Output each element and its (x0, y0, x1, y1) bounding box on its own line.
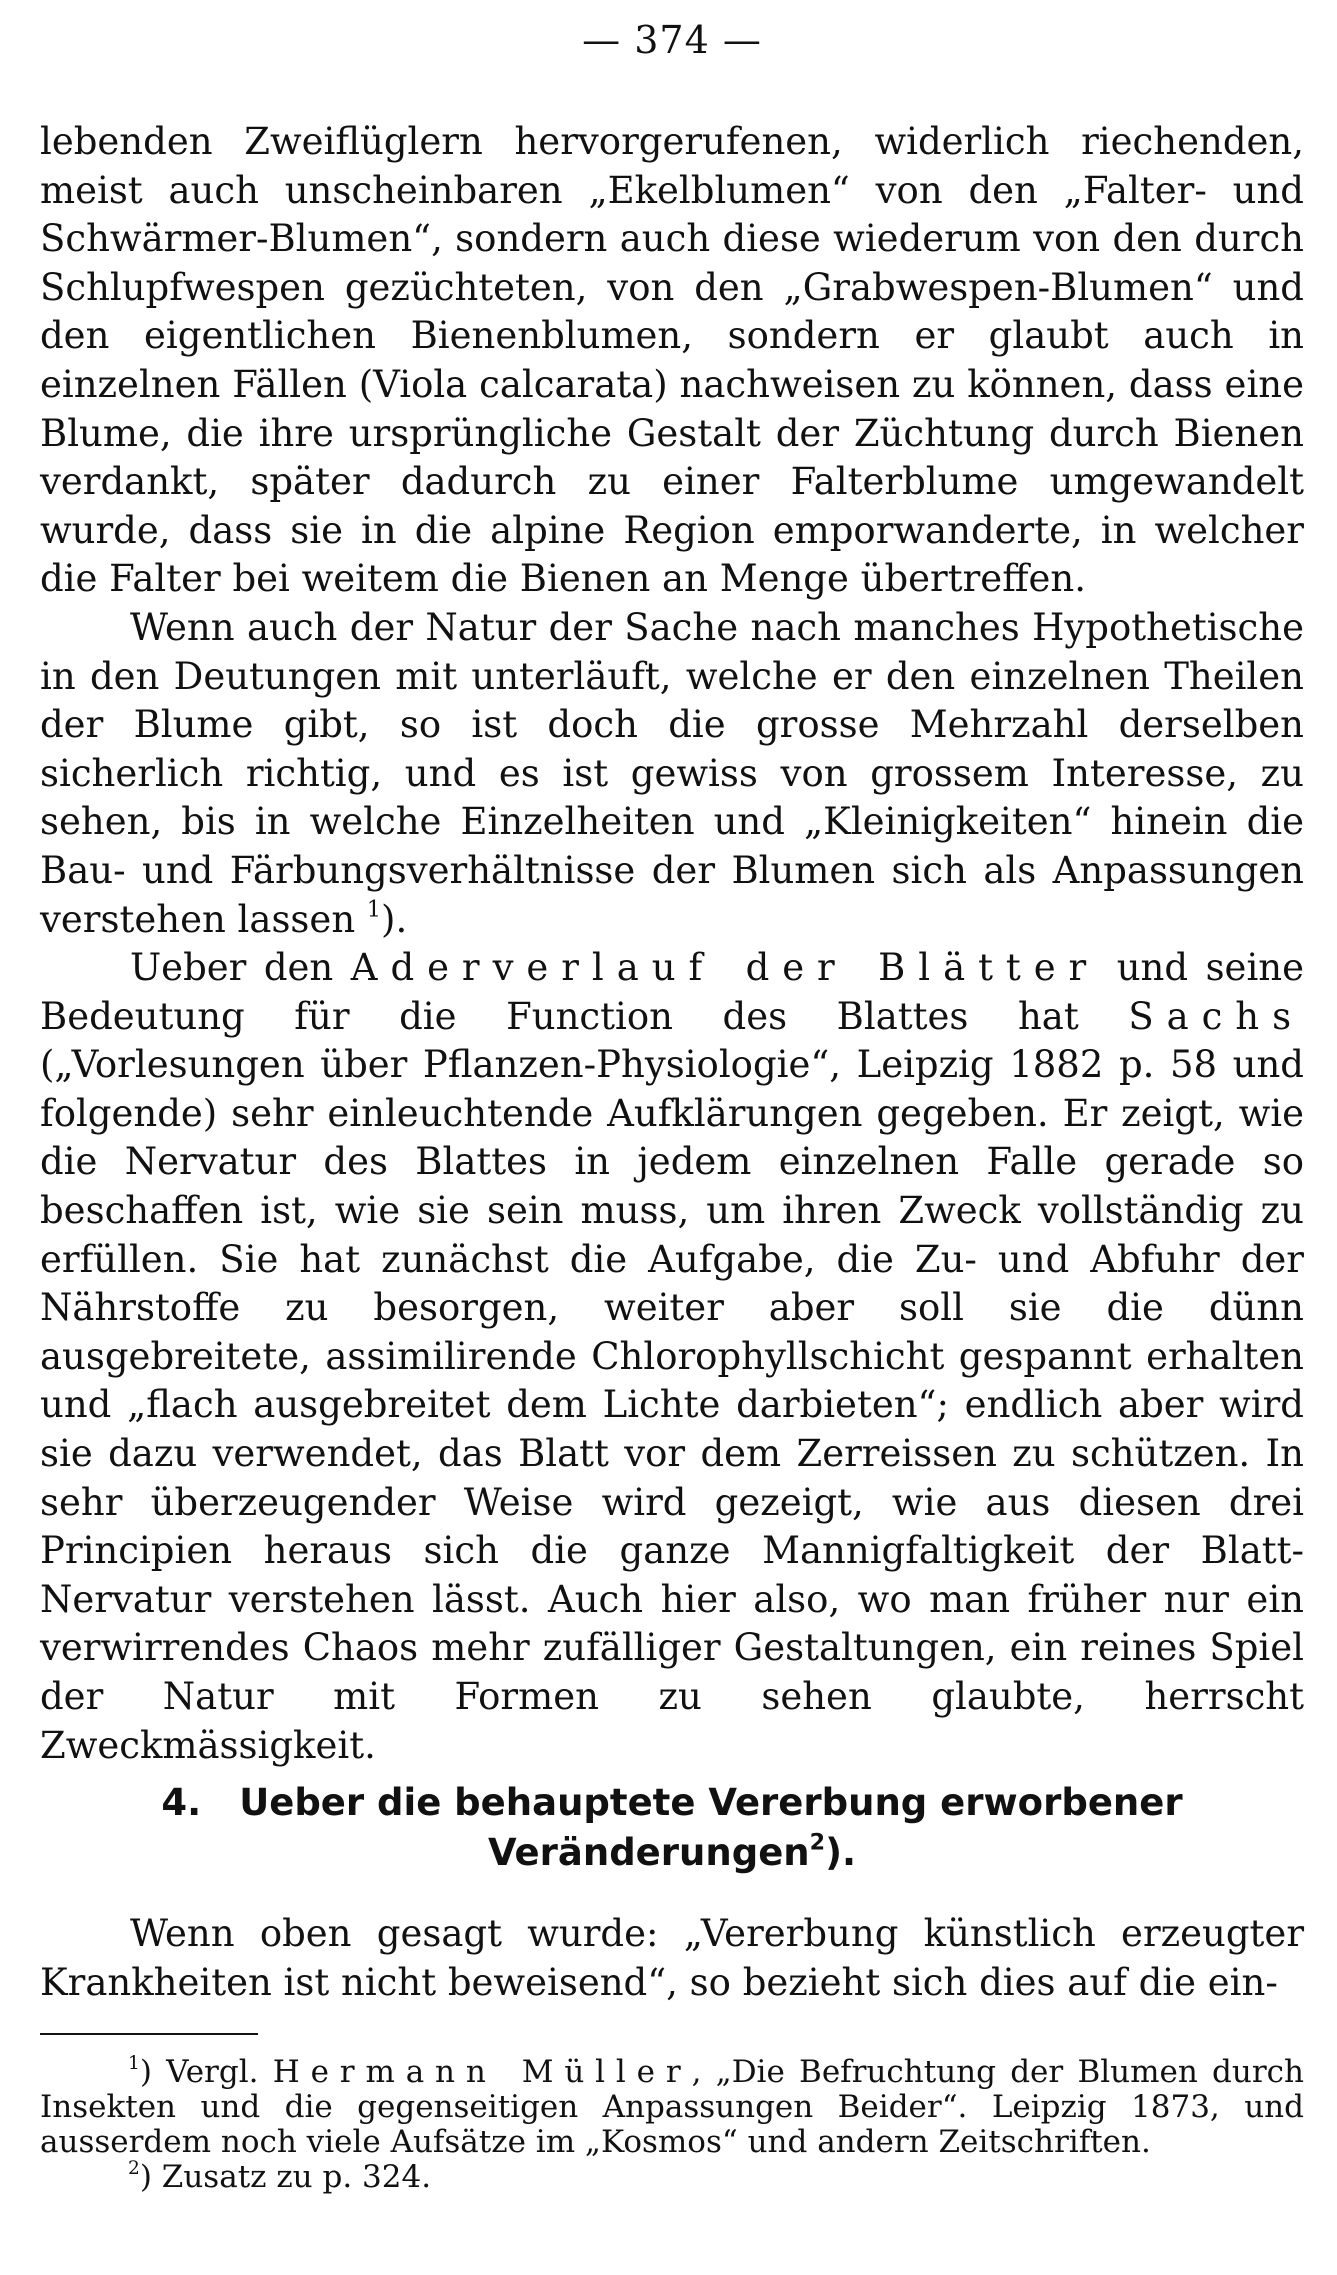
footnote-reference: 1 (366, 895, 382, 922)
footnote (40, 2157, 1304, 2195)
page-number: — 374 — (582, 18, 762, 62)
section-heading-line (40, 1778, 1304, 1828)
section-number: 4. (161, 1781, 202, 1824)
paragraph: lebenden Zweiflüglern hervorgerufenen, widerlich riechenden, meist auch unscheinbaren „Ekelblumen“ von den „Falter- und Schwärmer-Blumen“, sondern auch diese wiederum von den durch Schlupfwespen gezüchteten, von den „Grabwespen-Blumen“ und den eigentlichen Bienenblumen, sondern er glaubt auch in einzelnen Fällen (Viola calcarata) nachweisen zu können, dass eine Blume, die ihre ursprüngliche Gestalt der Züchtung durch Bienen verdankt, später dadurch zu einer Falterblume umgewandelt wurde, dass sie in die alpine Region emporwanderte, in welcher die Falter bei weitem die Bienen an Menge übertreffen. (40, 120, 1304, 601)
section-heading (40, 1778, 1304, 1878)
paragraph (40, 944, 1304, 1770)
emphasized-author: Hermann Müller (272, 2054, 692, 2090)
section-heading-line (40, 1828, 1304, 1878)
paragraph-text: („Vorlesungen über Pflanzen-Physiologie“, Leipzig 1882 p. 58 und folgende) sehr einleuchtende Aufklärungen gegeben. Er zeigt, wie die Nervatur des Blattes in jedem einzelnen Falle gerade so beschaffen ist, wie sie sein muss, um ihren Zweck vollständig zu erfüllen. Sie hat zunächst die Aufgabe, die Zu- und Abfuhr der Nährstoffe zu besorgen, weiter aber soll sie die dünn ausgebreitete, assimilirende Chlorophyllschicht gespannt erhalten und „flach ausgebreitet dem Lichte darbieten“; endlich aber wird sie dazu verwendet, das Blatt vor dem Zerreissen zu schützen. In sehr überzeugender Weise wird gezeigt, wie aus diesen drei Principien heraus sich die ganze Mannigfaltigkeit der Blatt-Nervatur verstehen lässt. Auch hier also, wo man früher nur ein verwirrendes Chaos mehr zufälliger Gestaltungen, ein reines Spiel der Natur mit Formen zu sehen glaubte, herrscht Zweckmässigkeit. (40, 1043, 1304, 1767)
footnote-marker: 1 (128, 2052, 140, 2074)
paragraph (40, 604, 1304, 944)
emphasized-term: Aderverlauf der Blätter (350, 946, 1100, 990)
section-title: Veränderungen (487, 1831, 810, 1874)
footnote-marker: 2 (128, 2157, 140, 2179)
footnote (40, 2052, 1304, 2160)
emphasized-author: Sachs (1128, 994, 1305, 1038)
section-title: ). (825, 1831, 857, 1874)
footnote-text: ) Vergl. (139, 2054, 259, 2090)
section-text (40, 1910, 1304, 2007)
footnote-text: , „Die Befruchtung der Blumen durch Insekten und die gegenseitigen Anpassungen Beider“. Leipzig 1873, und ausserdem noch viele Aufsätze im „Kosmos“ und andern Zeitschriften. (40, 2054, 1304, 2160)
paragraph-text: Ueber den (130, 946, 334, 990)
section-title: Ueber die behauptete Vererbung erworbener (239, 1781, 1183, 1824)
main-text (40, 118, 1304, 1770)
footnotes (40, 2052, 1304, 2195)
footnote-divider (40, 2033, 258, 2035)
paragraph-text: Wenn auch der Natur der Sache nach manches Hypothetische in den Deutungen mit unterläuft, welche er den einzelnen Theilen der Blume gibt, so ist doch die grosse Mehrzahl derselben sicherlich richtig, und es ist gewiss von grossem Interesse, zu sehen, bis in welche Einzelheiten und „Kleinigkeiten“ hinein die Bau- und Färbungsverhältnisse der Blumen sich als Anpassungen verstehen lassen (40, 605, 1304, 941)
footnote-text: ) Zusatz zu p. 324. (139, 2159, 432, 2195)
paragraph-text: ). (381, 897, 408, 941)
paragraph: Wenn oben gesagt wurde: „Vererbung künstlich erzeugter Krankheiten ist nicht beweisend“, so bezieht sich dies auf die ein- (40, 1912, 1304, 2004)
footnote-reference: 2 (809, 1829, 826, 1856)
paragraph-text: und seine Bedeutung für die Function des Blattes hat (40, 946, 1305, 1038)
